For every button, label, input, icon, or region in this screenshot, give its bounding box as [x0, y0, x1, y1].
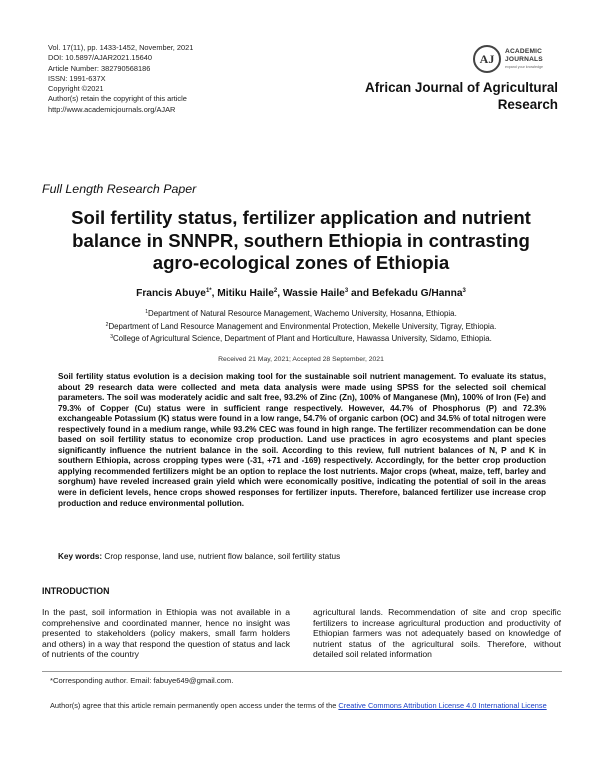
author-affiliation-sup: 3: [462, 288, 466, 294]
author-separator: ,: [277, 288, 283, 299]
logo-tagline: expand your knowledge: [505, 65, 543, 69]
metadata-line[interactable]: http://www.academicjournals.org/AJAR: [48, 104, 176, 114]
affiliation-1: [40, 309, 562, 318]
logo-text-journals: JOURNALS: [505, 56, 543, 63]
logo-text-academic: ACADEMIC: [505, 48, 543, 55]
author-list: [40, 288, 562, 299]
metadata-line: Article Number: 382790568186: [48, 63, 151, 73]
paper-title: [40, 207, 562, 275]
keywords-text: Crop response, land use, nutrient flow balance, soil fertility status: [104, 552, 341, 561]
metadata-line: Author(s) retain the copyright of this article: [48, 94, 187, 104]
author-name: Wassie Haile: [282, 288, 345, 299]
affiliation-sup: 1: [145, 309, 148, 315]
license-link[interactable]: Creative Commons Attribution License 4.0 International License: [338, 701, 547, 710]
metadata-line: DOI: 10.5897/AJAR2021.15640: [48, 53, 152, 63]
affiliation-3: [40, 334, 562, 343]
corresponding-author: *Corresponding author. Email: fabuye649@gmail.com.: [50, 676, 234, 685]
aj-logo-icon: AJ: [473, 45, 501, 73]
author-name: Mitiku Haile: [217, 288, 274, 299]
affiliation-sup: 3: [110, 334, 113, 340]
affiliation-sup: 2: [105, 322, 109, 328]
title-line: balance in SNNPR, southern Ethiopia in contrasting: [72, 229, 530, 251]
keywords-label: Key words:: [58, 552, 103, 561]
affiliation-2: [40, 322, 562, 331]
journal-name: [328, 79, 558, 113]
author-affiliation-sup: 3: [344, 288, 349, 294]
intro-column-right: agricultural lands. Recommendation of site and crop specific fertilizers to increase agricultural production and productivity of Ethiopian farmers was not adequately based on knowledge of nutrient status of the agricultural soils. Therefore, without detailed soil related information: [313, 607, 561, 660]
keywords: [58, 552, 546, 561]
affiliation-text: Department of Natural Resource Management, Wachemo University, Hosanna, Ethiopia.: [148, 309, 457, 318]
article-metadata: [48, 43, 348, 115]
metadata-line: Copyright ©2021: [48, 84, 104, 94]
author-affiliation-sup: 2: [273, 288, 278, 294]
footnote-divider: [42, 671, 562, 672]
author-name: Francis Abuye: [136, 288, 206, 299]
author-name: Befekadu G/Hanna: [371, 288, 463, 299]
title-line: agro-ecological zones of Ethiopia: [152, 252, 450, 273]
abstract: Soil fertility status evolution is a decision making tool for the sustainable soil nutrient management. To evaluate its status, about 29 research data were collected and meta data analysis were made using SPSS for the selected soil chemical parameters. The soil was moderately acidic and salt free, 93.2% of Zinc (Zn), 100% of Manganese (Mn), 100% of Iron (Fe) and 79.3% of Copper (Cu) status were in sufficient range respectively. However, 44.7% of Phosphorus (P) and 72.3% exchangeable Potassium (K) status were found in a low range, 54.7% of organic carbon (OC) and 34.5% of total nitrogen were respectively found in a medium range, while 93.2% CEC was found in high range. The fertilizer recommendation can be done based on soil fertility status to economize crop production. Land use practices in agro ecosystems and plant species significantly influence the nutrient balance in the soil. According to this review, full nutrient balances of N, P and K in southern Ethiopia, across cropping types were (-31, +71 and -169) respectively. Accordingly, for the better crop production applying recommended fertilizers might be an option to replace the lost nutrients. Major crops (wheat, maize, teff, barley and sorghum) have reveled increased grain yield which were economically positive, indicating the potential of soil in the areas were in deficient levels, hence crops showed responses for fertilizer inputs. Therefore, balanced fertilizer use increase crop production and reduce environmental pollution.: [58, 372, 546, 508]
journal-logo: [473, 44, 559, 78]
affiliation-text: Department of Land Resource Management and Environmental Protection, Mekelle University, Tigray, Ethiopia.: [108, 322, 497, 331]
metadata-line: ISSN: 1991-637X: [48, 73, 106, 83]
affiliation-text: College of Agricultural Science, Department of Plant and Horticulture, Hawassa University, Sidamo, Ethiopia.: [112, 334, 492, 343]
intro-column-left: In the past, soil information in Ethiopia was not available in a comprehensive and coordinated manner, hence no insight was presented to stakeholders (policy makers, small farm holders and others) in a way that respond the question of status and lack of nutrients of the country: [42, 607, 290, 660]
author-separator: and: [348, 288, 372, 299]
received-dates: Received 21 May, 2021; Accepted 28 September, 2021: [218, 356, 384, 363]
journal-name-line2: Research: [497, 97, 558, 112]
license-statement: [50, 701, 560, 711]
author-separator: ,: [211, 288, 218, 299]
paper-type: Full Length Research Paper: [42, 182, 197, 196]
metadata-line: Vol. 17(11), pp. 1433-1452, November, 2021: [48, 43, 194, 52]
journal-name-line1: African Journal of Agricultural: [365, 80, 558, 95]
author-affiliation-sup: 1*: [205, 288, 212, 294]
title-line: Soil fertility status, fertilizer application and nutrient: [71, 207, 531, 228]
introduction-heading: INTRODUCTION: [42, 586, 110, 596]
license-text: Author(s) agree that this article remain permanently open access under the terms of the: [50, 701, 339, 710]
